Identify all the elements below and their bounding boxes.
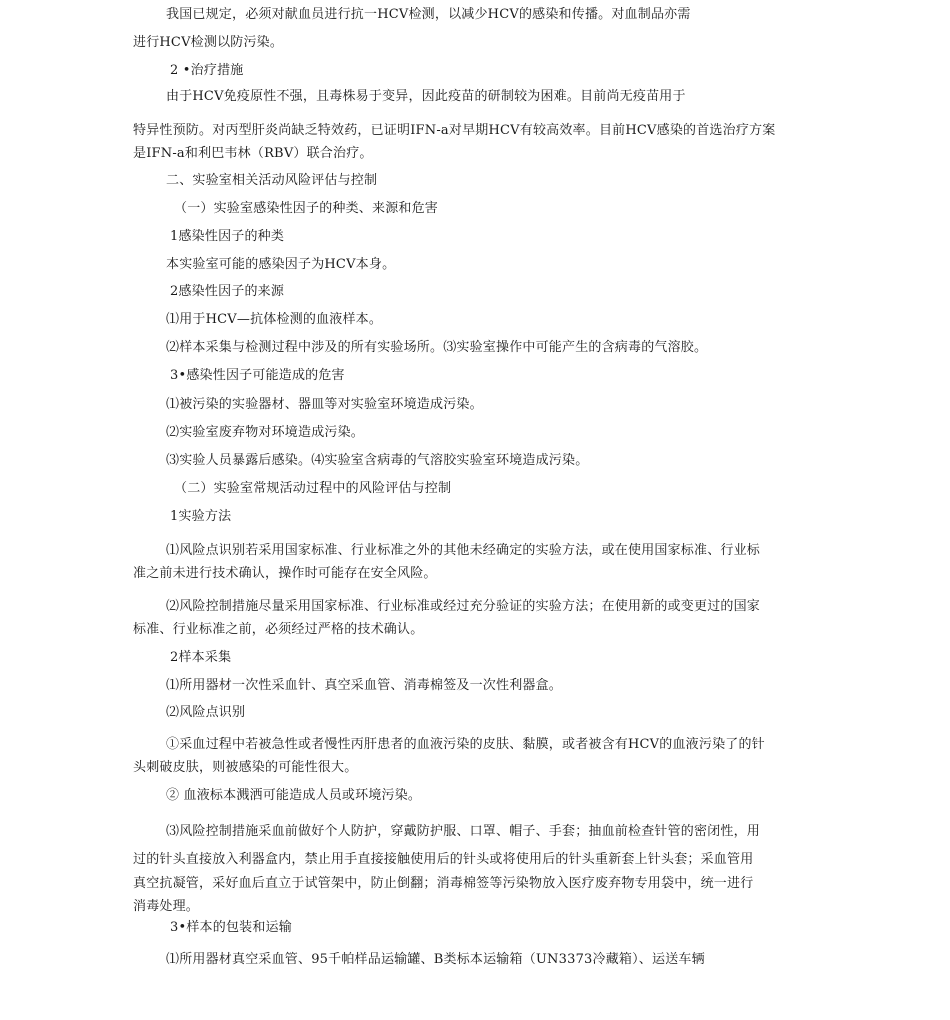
list-item: ⑵样本采集与检测过程中涉及的所有实验场所。⑶实验室操作中可能产生的含病毒的气溶胶。 (166, 340, 708, 355)
subsection-heading: 1实验方法 (170, 509, 232, 524)
subsection-heading: 2样本采集 (170, 650, 232, 665)
subsection-heading: （一）实验室感染性因子的种类、来源和危害 (174, 201, 439, 216)
paragraph-line: 消毒处理。 (133, 899, 200, 914)
paragraph-line: 本实验室可能的感染因子为HCV本身。 (166, 257, 396, 272)
paragraph-line: 标准、行业标准之前，必须经过严格的技术确认。 (133, 622, 424, 637)
paragraph-line: 特异性预防。对丙型肝炎尚缺乏特效药，已证明IFN-a对早期HCV有较高效率。目前HCV感染的首选治疗方案 (133, 123, 776, 138)
subsection-heading: （二）实验室常规活动过程中的风险评估与控制 (174, 481, 452, 496)
paragraph-line: 过的针头直接放入利器盒内，禁止用手直接接触使用后的针头或将使用后的针头重新套上针头套；采血管用 (133, 852, 754, 867)
paragraph-line: 真空抗凝管，采好血后直立于试管架中，防止倒翻；消毒棉签等污染物放入医疗废弃物专用袋中，统一进行 (133, 876, 754, 891)
list-item: ⑶实验人员暴露后感染。⑷实验室含病毒的气溶胶实验室环境造成污染。 (166, 453, 589, 468)
list-item: ⑴所用器材真空采血管、95千帕样品运输罐、B类标本运输箱（UN3373冷藏箱）、运送车辆 (166, 952, 705, 967)
list-item: ⑵风险点识别 (166, 705, 246, 720)
paragraph-line: 进行HCV检测以防污染。 (133, 35, 284, 50)
paragraph-line: ⑶风险控制措施采血前做好个人防护，穿戴防护服、口罩、帽子、手套；抽血前检查针管的密闭性，用 (166, 824, 761, 839)
paragraph-line: 是IFN-a和利巴韦林（RBV）联合治疗。 (133, 146, 373, 161)
paragraph-line: 准之前未进行技术确认，操作时可能存在安全风险。 (133, 566, 437, 581)
paragraph-line: ⑴风险点识别若采用国家标准、行业标准之外的其他未经确定的实验方法，或在使用国家标准、行业标 (166, 543, 761, 558)
paragraph-line: 头刺破皮肤，则被感染的可能性很大。 (133, 760, 358, 775)
section-heading: 二、实验室相关活动风险评估与控制 (166, 173, 378, 188)
paragraph-line: 我国已规定，必须对献血员进行抗一HCV检测，以减少HCV的感染和传播。对血制品亦需 (166, 7, 691, 22)
paragraph-line: 由于HCV免疫原性不强，且毒株易于变异，因此疫苗的研制较为困难。目前尚无疫苗用于 (166, 89, 686, 104)
section-heading: 2 •治疗措施 (170, 63, 244, 78)
subsection-heading: 3•感染性因子可能造成的危害 (170, 368, 345, 383)
subsection-heading: 1感染性因子的种类 (170, 229, 285, 244)
list-item: ⑴所用器材一次性采血针、真空采血管、消毒棉签及一次性利器盒。 (166, 678, 563, 693)
list-item: ⑴被污染的实验器材、器皿等对实验室环境造成污染。 (166, 397, 483, 412)
list-item: ② 血液标本溅洒可能造成人员或环境污染。 (166, 788, 422, 803)
subsection-heading: 3•样本的包装和运输 (170, 920, 292, 935)
list-item: ⑴用于HCV—抗体检测的血液样本。 (166, 312, 383, 327)
subsection-heading: 2感染性因子的来源 (170, 284, 285, 299)
list-item: ⑵实验室废弃物对环境造成污染。 (166, 425, 365, 440)
paragraph-line: ①采血过程中若被急性或者慢性丙肝患者的血液污染的皮肤、黏膜，或者被含有HCV的血液污染了的针 (166, 737, 765, 752)
paragraph-line: ⑵风险控制措施尽量采用国家标准、行业标准或经过充分验证的实验方法；在使用新的或变更过的国家 (166, 599, 761, 614)
